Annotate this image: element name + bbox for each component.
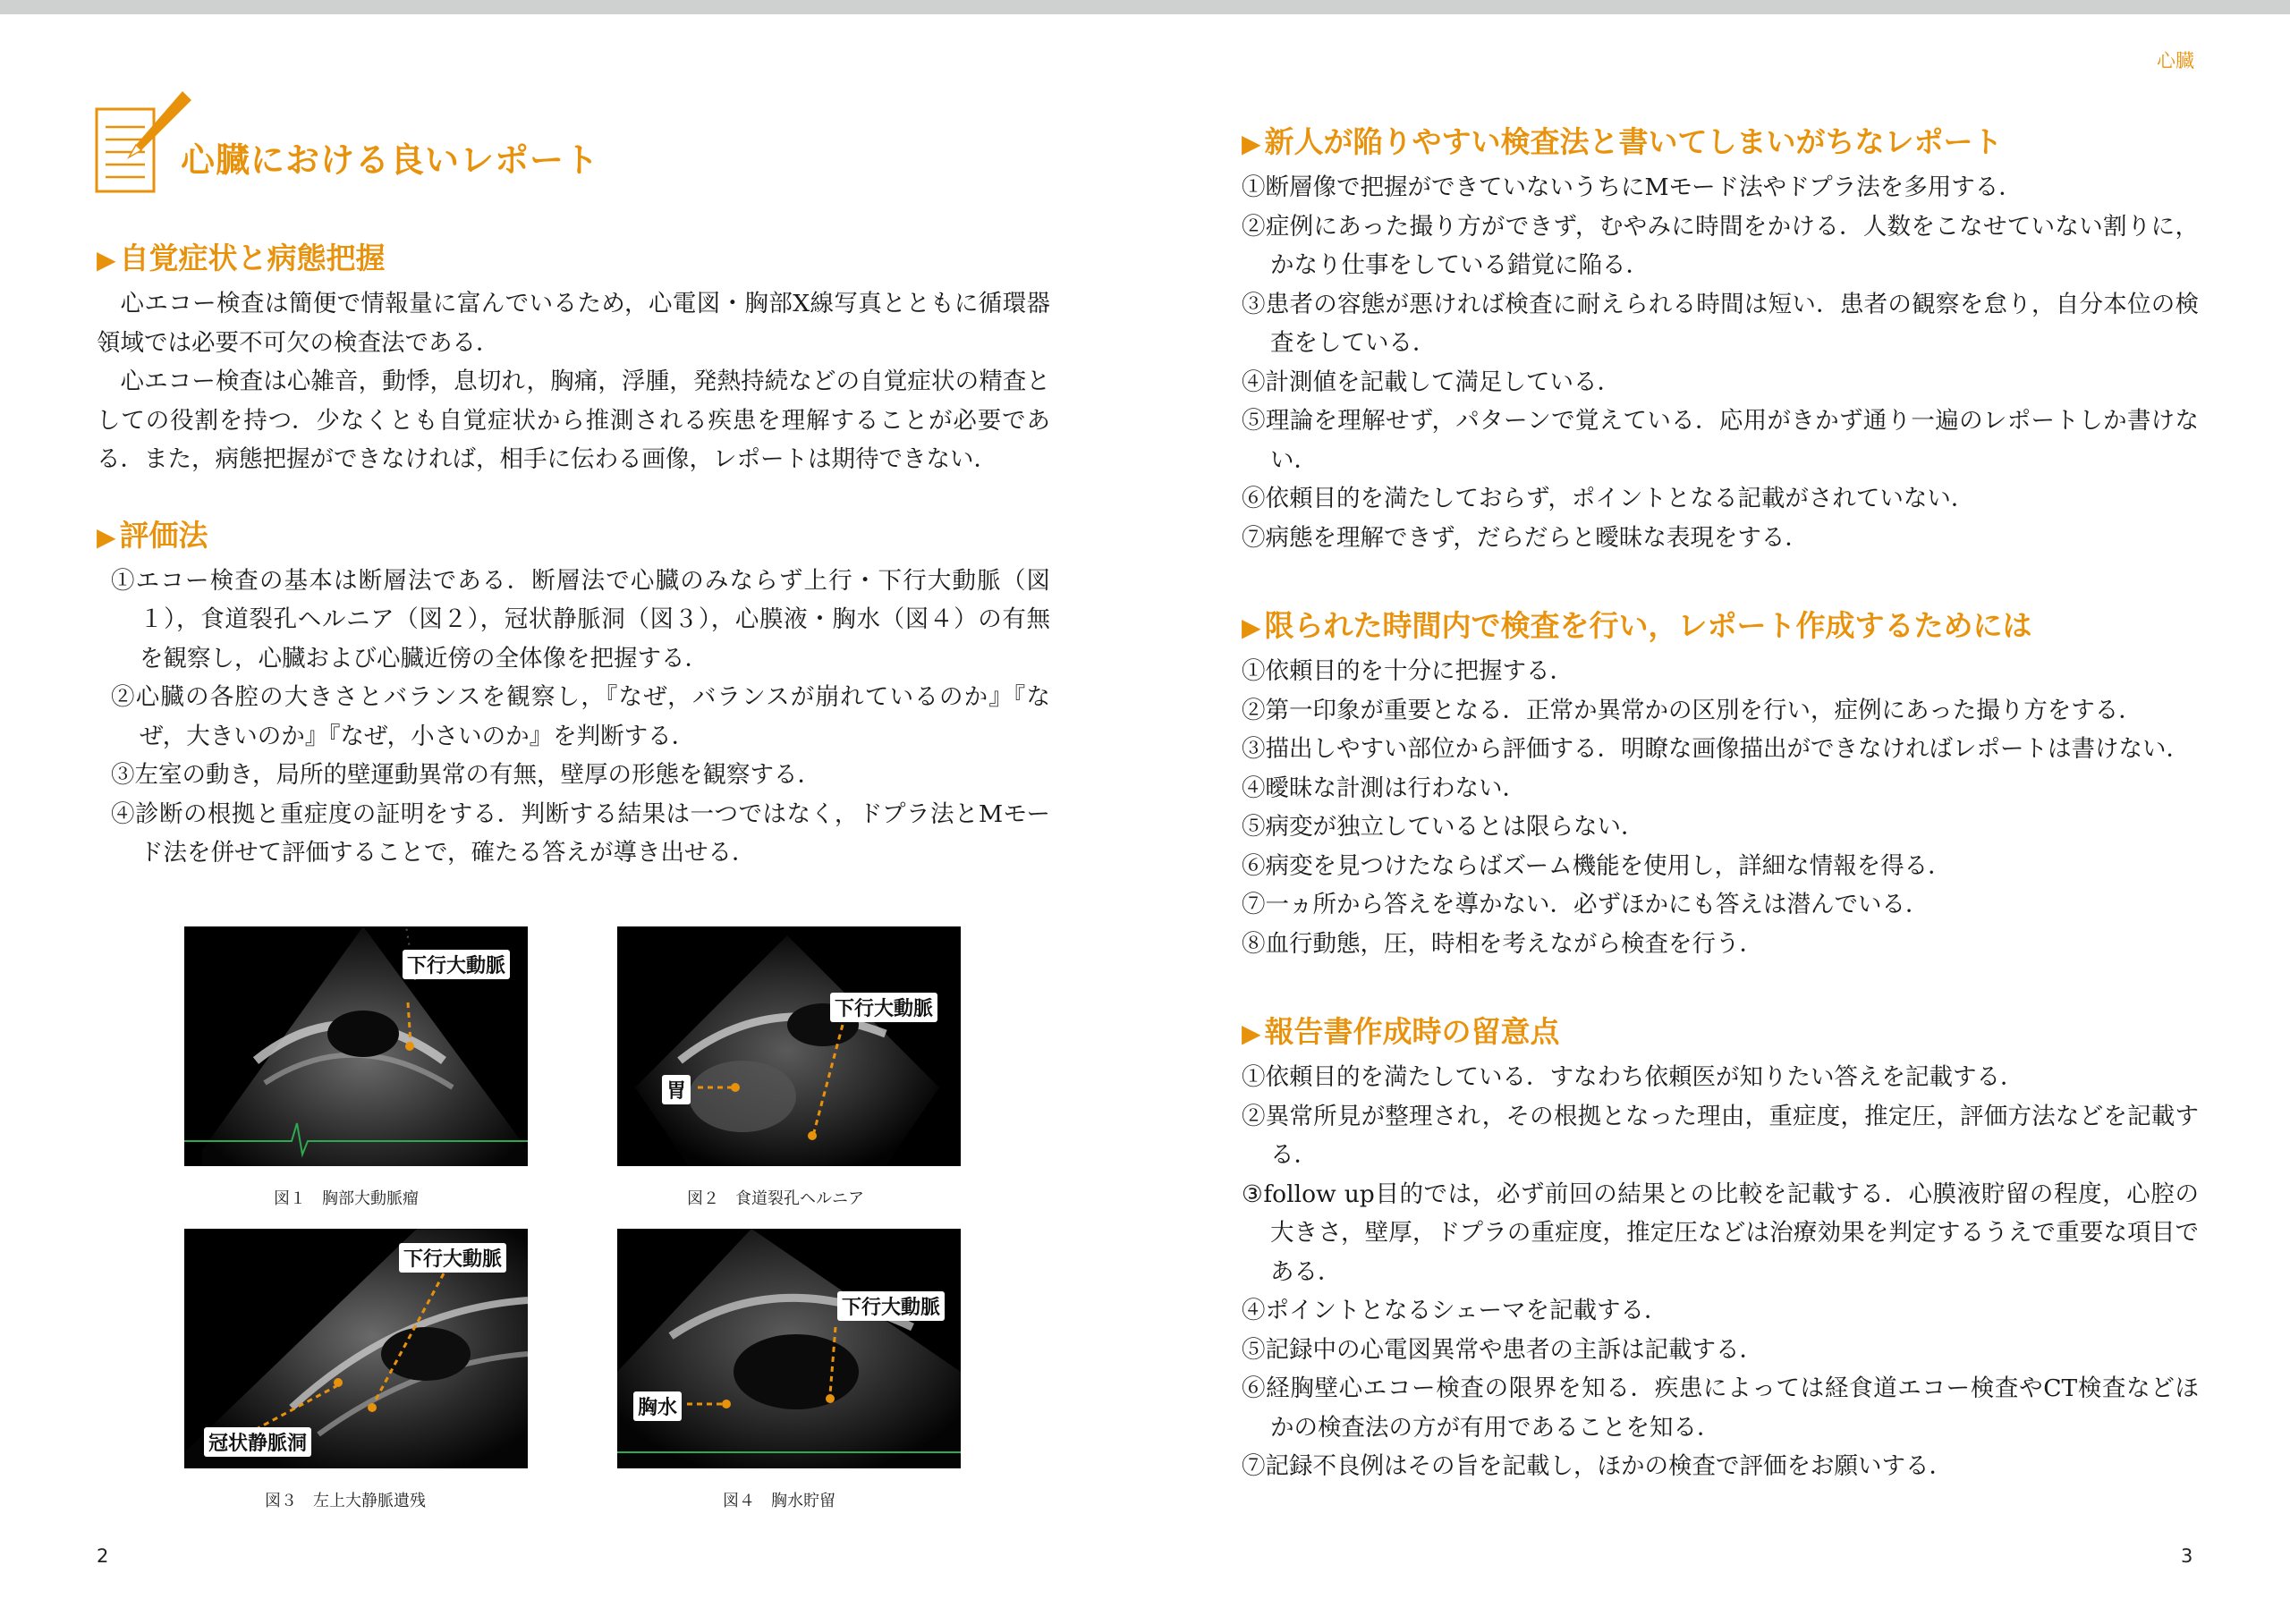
list-item: ⑦記録不良例はその旨を記載し，ほかの検査で評価をお願いする． — [1242, 1452, 1953, 1480]
list-item: ⑥経胸壁心エコー検査の限界を知る．疾患によっては経食道エコー検査やCT検査などほかの検査法の方が有用であることを知る． — [1242, 1374, 2199, 1442]
left-column — [97, 234, 1050, 873]
figure-label: 下行大動脈 — [837, 1291, 945, 1321]
list-item: ①断層像で把握ができていないうちにMモード法やドプラ法を多用する． — [1242, 173, 2023, 201]
list-item: ①エコー検査の基本は断層法である．断層法で心臓のみならず上行・下行大動脈（図１），食道裂孔ヘルニア（図２），冠状静脈洞（図３），心膜液・胸水（図４）の有無を観察し，心臓および心臓近傍の全体像を把握する． — [111, 566, 1050, 672]
figure-label: 冠状静脈洞 — [204, 1427, 311, 1457]
list-item: ⑥病変を見つけたならばズーム機能を使用し，詳細な情報を得る． — [1242, 851, 1952, 880]
figure-caption: 図１ 胸部大動脈瘤 — [274, 1189, 419, 1208]
triangle-right-icon: ▶ — [97, 245, 116, 275]
figure-label: 下行大動脈 — [399, 1243, 506, 1273]
figure-caption: 図２ 食道裂孔ヘルニア — [687, 1189, 864, 1208]
figure-3 — [184, 1229, 528, 1510]
list-item: ③follow up目的では，必ず前回の結果との比較を記載する．心膜液貯留の程度，心腔の大きさ，壁厚，ドプラの重症度，推定圧などは治療効果を判定するうえで重要な項目である． — [1242, 1180, 2199, 1286]
list-item: ⑤記録中の心電図異常や患者の主訴は記載する． — [1242, 1335, 1763, 1364]
list-item: ④計測値を記載して満足している． — [1242, 368, 1621, 396]
page-title: 心臓における良いレポート — [181, 140, 600, 180]
top-bar — [0, 0, 2290, 14]
ultrasound-image — [617, 1229, 961, 1468]
figure-caption: 図３ 左上大静脈遺残 — [265, 1492, 426, 1510]
section-heading-evaluation: ▶ 評価法 — [97, 517, 208, 553]
figure-caption: 図４ 胸水貯留 — [723, 1492, 835, 1510]
figure-label: 胸水 — [633, 1391, 682, 1421]
list-item: ③患者の容態が悪ければ検査に耐えられる時間は短い．患者の観察を怠り，自分本位の検査をしている． — [1242, 290, 2199, 357]
list-item: ⑧血行動態，圧，時相を考えながら検査を行う． — [1242, 929, 1763, 958]
section-heading-report-notes: ▶ 報告書作成時の留意点 — [1242, 1014, 1560, 1049]
ultrasound-image — [184, 1229, 528, 1468]
list-item: ④曖昧な計測は行わない． — [1242, 774, 1526, 802]
triangle-right-icon: ▶ — [1242, 1019, 1261, 1048]
list-item: ③描出しやすい部位から評価する．明瞭な画像描出ができなければレポートは書けない． — [1242, 735, 2190, 763]
list-item: ⑤理論を理解せず，パターンで覚えている．応用がきかず通り一遍のレポートしか書けない． — [1242, 407, 2199, 474]
list-item: ①依頼目的を満たしている．すなわち依頼医が知りたい答えを記載する． — [1242, 1063, 2024, 1091]
figure-label: 下行大動脈 — [403, 950, 510, 979]
right-column — [1242, 118, 2199, 1486]
section-heading-symptoms: ▶ 自覚症状と病態把握 — [97, 241, 386, 275]
list-item: ③左室の動き，局所的壁運動異常の有無，壁厚の形態を観察する． — [111, 761, 821, 789]
paragraph: 心エコー検査は簡便で情報量に富んでいるため，心電図・胸部X線写真とともに循環器領域では必要不可欠の検査法である． — [97, 290, 1050, 357]
triangle-right-icon: ▶ — [1242, 613, 1261, 642]
list-item: ④ポイントとなるシェーマを記載する． — [1242, 1297, 1668, 1324]
evaluation-list — [97, 562, 1050, 873]
section-heading-newcomer: ▶ 新人が陥りやすい検査法と書いてしまいがちなレポート — [1242, 124, 2003, 159]
list-item: ⑥依頼目的を満たしておらず，ポイントとなる記載がされていない． — [1242, 485, 1975, 512]
figure-2 — [617, 926, 961, 1208]
section-heading-limited-time: ▶ 限られた時間内で検査を行い，レポート作成するためには — [1242, 608, 2032, 643]
triangle-right-icon: ▶ — [1242, 129, 1261, 158]
triangle-right-icon: ▶ — [97, 521, 116, 552]
list-item: ②第一印象が重要となる．正常か異常かの区別を行い，症例にあった撮り方をする． — [1242, 696, 2142, 724]
list-item: ⑤病変が独立しているとは限らない． — [1242, 813, 1645, 841]
ultrasound-image — [184, 926, 528, 1166]
report-notes-list — [1242, 1058, 2199, 1486]
list-item: ⑦病態を理解できず，だらだらと曖昧な表現をする． — [1242, 523, 1809, 552]
list-item: ①依頼目的を十分に把握する． — [1242, 657, 1573, 685]
page-number-left: 2 — [97, 1545, 109, 1567]
figure-label: 胃 — [662, 1075, 691, 1104]
list-item: ④診断の根拠と重症度の証明をする．判断する結果は一つではなく，ドプラ法とMモード法を併せて評価することで，確たる答えが導き出せる． — [111, 799, 1050, 867]
limited-time-list — [1242, 652, 2199, 963]
newcomer-list — [1242, 168, 2199, 557]
list-item: ②心臓の各腔の大きさとバランスを観察し，『なぜ，バランスが崩れているのか』『なぜ，大きいのか』『なぜ，小さいのか』を判断する． — [111, 683, 1050, 750]
figure-4 — [617, 1229, 961, 1510]
ultrasound-image — [617, 926, 961, 1166]
chapter-header: 心臓 — [2157, 50, 2194, 72]
list-item: ②症例にあった撮り方ができず，むやみに時間をかける．人数をこなせていない割りに，かなり仕事をしている錯覚に陥る． — [1242, 212, 2199, 279]
figure-1 — [184, 926, 528, 1208]
figure-label: 下行大動脈 — [830, 993, 937, 1022]
page-number-right: 3 — [2181, 1545, 2193, 1567]
list-item: ②異常所見が整理され，その根拠となった理由，重症度，推定圧，評価方法などを記載する． — [1242, 1102, 2199, 1169]
paragraph: 心エコー検査は心雑音，動悸，息切れ，胸痛，浮腫，発熱持続などの自覚症状の精査としての役割を持つ．少なくとも自覚症状から推測される疾患を理解することが必要である．また，病態把握ができなければ，相手に伝わる画像，レポートは期待できない． — [97, 368, 1050, 473]
list-item: ⑦一ヵ所から答えを導かない．必ずほかにも答えは潜んでいる． — [1242, 891, 1930, 918]
